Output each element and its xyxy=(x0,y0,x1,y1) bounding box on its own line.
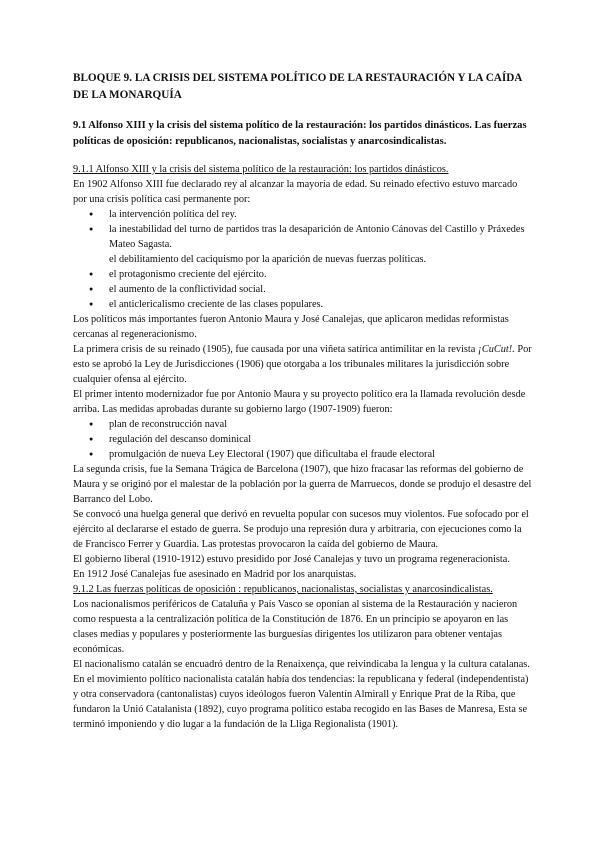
paragraph-maura: El primer intento modernizador fue por Antonio Maura y su proyecto político era la llamada revolución desde arriba. Las medidas aprobadas durante su gobierno largo (1907-1909) fueron: xyxy=(73,389,526,415)
measures-list xyxy=(73,417,533,462)
document-page xyxy=(73,70,533,732)
subsection-heading-9-1-1: 9.1.1 Alfonso XIII y la crisis del sistema político de la restauración: los partidos dinásticos. xyxy=(73,164,449,175)
paragraph-liberal-government: El gobierno liberal (1910-1912) estuvo presidido por José Canalejas y tuvo un programa regeneracionista. xyxy=(73,554,510,565)
list-item: ● la intervención política del rey. xyxy=(109,207,533,222)
paragraph-first-crisis xyxy=(73,342,533,387)
list-item: ● el aumento de la conflictividad social. xyxy=(109,282,533,297)
causes-list-b xyxy=(73,267,533,312)
magazine-name: ¡CuCut!. xyxy=(477,344,515,355)
subsection-heading-9-1-2: 9.1.2 Las fuerzas políticas de oposición : republicanos, nacionalistas, socialistas y anarcosindicalistas. xyxy=(73,584,493,595)
first-crisis-text-b: Por esto se aprobó la Ley de Jurisdicciones (1906) que otorgaba a los tribunales militares la jurisdicción sobre cualquier ofensa al ejército. xyxy=(73,344,532,385)
section-title: 9.1 Alfonso XIII y la crisis del sistema político de la restauración: los partidos dinásticos. Las fuerzas políticas de oposición: republicanos, nacionalistas, socialistas y anarcosindicalistas. xyxy=(73,120,527,147)
paragraph-intro: En 1902 Alfonso XIII fue declarado rey al alcanzar la mayoría de edad. Su reinado efectivo estuvo marcado por una crisis política casi permanente por: xyxy=(73,179,518,205)
list-item: ● el protagonismo creciente del ejército. xyxy=(109,267,533,282)
cause-continuation: el debilitamiento del caciquismo por la aparición de nuevas fuerzas políticas. xyxy=(109,254,427,265)
list-item: ● regulación del descanso dominical xyxy=(109,432,533,447)
list-item: ● la inestabilidad del turno de partidos tras la desaparición de Antonio Cánovas del Castillo y Práxedes Mateo Sagasta. xyxy=(109,222,533,252)
paragraph-catalan-nationalism: El nacionalismo catalán se encuadró dentro de la Renaixença, que reivindicaba la lengua y la cultura catalanas. En el movimiento político nacionalista catalán había dos tendencias: la republicana y federal (independentista) y otra conservadora (cantonalistas) cuyos ideólogos fueron Valentín Almirall y Enrique Prat de la Riba, que fundaron la Unió Catalanista (1892), cuyo programa político estaba recogido en las Bases de Manresa, Esta se terminó imponiendo y dio lugar a la fundación de la Lliga Regionalista (1901). xyxy=(73,659,530,730)
paragraph-nationalisms: Los nacionalismos periféricos de Cataluña y País Vasco se oponían al sistema de la Restauración y nacieron como respuesta a la centralización política de la Constitución de 1876. En un principio se apoyaron en las clases medias y populares y posteriormente las burguesías dirigentes los utilizaron para obtener ventajas económicas. xyxy=(73,599,518,655)
paragraph-general-strike: Se convocó una huelga general que derivó en revuelta popular con sucesos muy violentos. Fue sofocado por el ejército al declararse el estado de guerra. Se produjo una represión dura y arbitraria, con ejecuciones como la de Francisco Ferrer y Guardia. Las protestas provocaron la caída del gobierno de Maura. xyxy=(73,509,529,550)
paragraph-canalejas: En 1912 José Canalejas fue asesinado en Madrid por los anarquistas. xyxy=(73,569,357,580)
list-item: ● promulgación de nueva Ley Electoral (1907) que dificultaba el fraude electoral xyxy=(109,447,533,462)
paragraph-politicians: Los políticos más importantes fueron Antonio Maura y José Canalejas, que aplicaron medidas reformistas cercanas al regeneracionismo. xyxy=(73,314,509,340)
document-title: BLOQUE 9. LA CRISIS DEL SISTEMA POLÍTICO DE LA RESTAURACIÓN Y LA CAÍDA DE LA MONARQUÍA xyxy=(73,72,522,101)
causes-list-a xyxy=(73,207,533,252)
paragraph-second-crisis: La segunda crisis, fue la Semana Trágica de Barcelona (1907), que hizo fracasar las reformas del gobierno de Maura y se originó por el malestar de la población por la guerra de Marruecos, donde se produjo el desastre del Barranco del Lobo. xyxy=(73,464,532,505)
list-item: ● plan de reconstrucción naval xyxy=(109,417,533,432)
first-crisis-text-a: La primera crisis de su reinado (1905), fue causada por una viñeta satírica antimilitar en la revista xyxy=(73,344,478,355)
list-item: ● el anticlericalismo creciente de las clases populares. xyxy=(109,297,533,312)
